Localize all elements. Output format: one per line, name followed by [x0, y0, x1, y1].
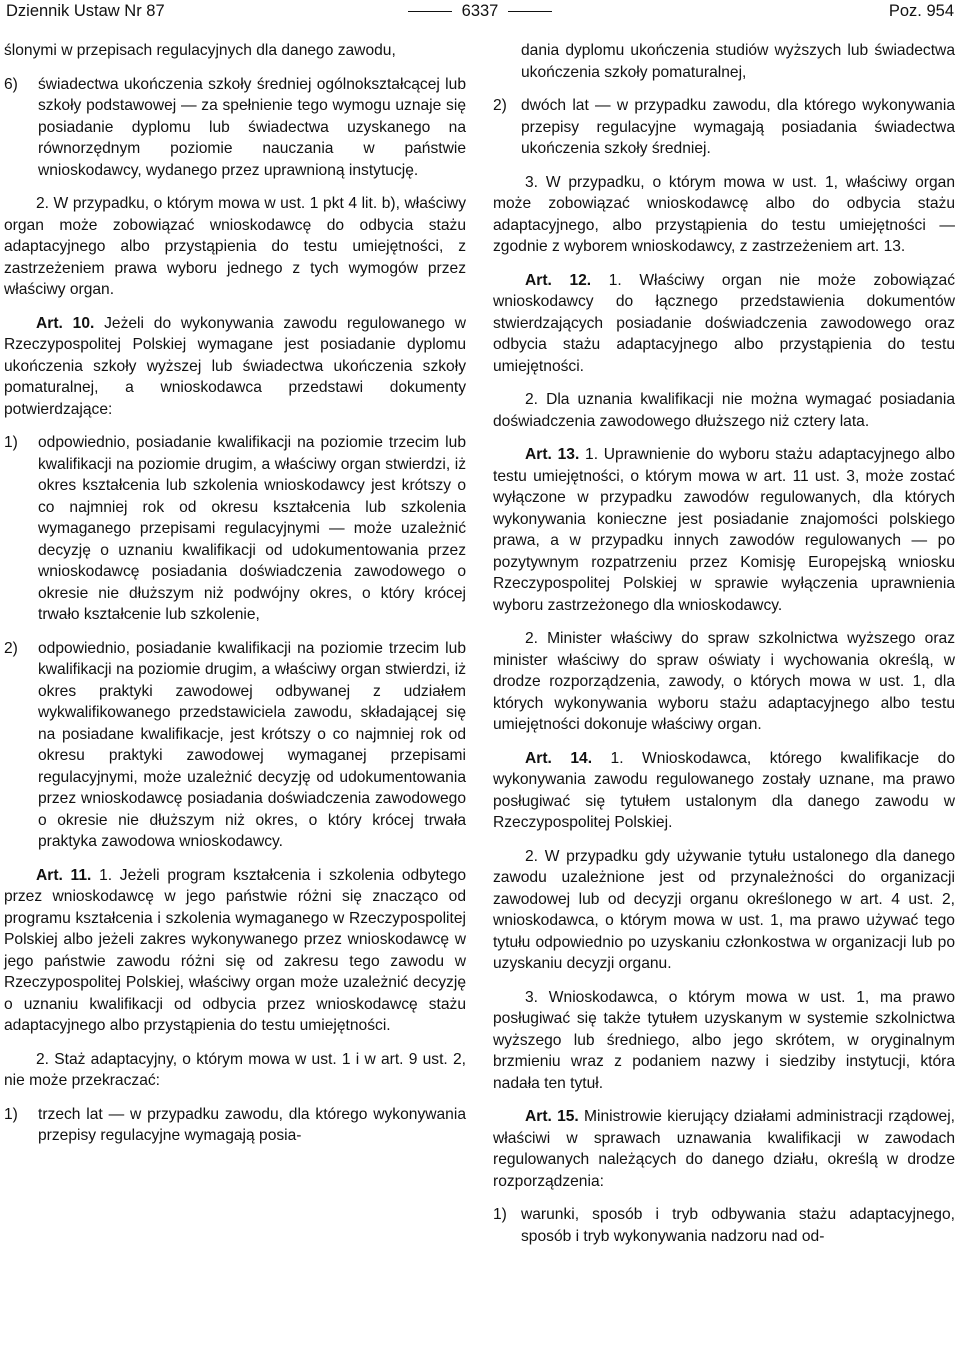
- article-label: Art. 12.: [525, 271, 592, 289]
- article-15: [493, 1106, 955, 1192]
- article-14: [493, 748, 955, 834]
- art10-list-item-2: [4, 638, 466, 853]
- dash-left: [408, 11, 452, 12]
- list-item-number: 1): [4, 1105, 18, 1123]
- article-11-ust-2: 2. Staż adaptacyjny, o którym mowa w ust. 1 i w art. 9 ust. 2, nie może przekraczać:: [4, 1050, 466, 1089]
- article-text: Ministrowie kierujący działami administracji rządowej, właściwi w sprawach uznawania kwalifikacji w zawodach regulowanych należących do danego działu, określą w drodze rozporządzenia:: [493, 1108, 955, 1190]
- article-text: 1. Jeżeli program kształcenia i szkolenia odbytego przez wnioskodawcę w jego państwie różni się znacząco od programu kształcenia i szkolenia wymaganego w Rzeczypospolitej Polskiej albo jeżeli zakres wykonywanego przez wnioskodawcę w jego państwie zawodu różni się od zakresu tego zawodu w Rzeczypospolitej Polskiej, właściwy organ może uzależnić decyzję o uznaniu kwalifikacji od odbycia przez wnioskodawcę stażu adaptacyjnego albo przystąpienia do testu umiejętności.: [4, 866, 466, 1034]
- position-number: Poz. 954: [888, 2, 954, 20]
- article-label: Art. 11.: [36, 866, 92, 884]
- article-12: [493, 270, 955, 378]
- article-text: 1. Uprawnienie do wyboru stażu adaptacyjnego albo testu umiejętności, o którym mowa w art. 11 ust. 3, może zostać wyłączone w przypadku zawodów regulowanych, dla których wykonywania konieczne jest posiadanie znajomości polskiego prawa, a w przypadku innych zawodów regulowanych — po pozytywnym rozpatrzeniu przez Komisję Europejską wniosku Rzeczypospolitej Polskiej w sprawie wyłączenia uprawnienia wyboru zastrzeżonego dla wnioskodawcy.: [493, 446, 955, 614]
- article-text: Jeżeli do wykonywania zawodu regulowanego w Rzeczypospolitej Polskiej wymagane jest posiadanie dyplomu ukończenia szkoły wyższej lub świadectwa ukończenia szkoły pomaturalnej, a wnioskodawca przedstawi dokumenty potwierdzające:: [4, 314, 466, 418]
- page-header: [6, 0, 954, 24]
- article-13: [493, 444, 955, 616]
- article-text: 1. Wnioskodawca, którego kwalifikacje do wykonywania zawodu regulowanego zostały uznane, ma prawo posługiwać się tytułem ustalonym dla danego zawodu w Rzeczypospolitej Polskiej.: [493, 749, 955, 831]
- article-14-ust-3: 3. Wnioskodawca, o którym mowa w ust. 1, ma prawo posługiwać się także tytułem uzyskanym w systemie szkolnictwa wyższego lub średniego, albo jego skrótem, w oryginalnym brzmieniu wraz z podaniem nazwy i siedziby instytucji, która nadała ten tytuł.: [493, 988, 955, 1092]
- list-item-number: 1): [4, 434, 18, 451]
- article-label: Art. 15.: [525, 1108, 579, 1125]
- list-item-6: [4, 74, 466, 182]
- list-item-number: 2): [4, 639, 18, 657]
- article-11: [4, 865, 466, 1037]
- list-item-number: 6): [4, 75, 18, 93]
- article-10: [4, 313, 466, 421]
- list-item-text: odpowiednio, posiadanie kwalifikacji na poziomie trzecim lub kwalifikacji na poziomie drugim, a właściwy organ stwierdzi, iż okres kształcenia lub szkolenia wnioskodawcy jest krótszy o co najmniej rok od okresu kształcenia lub szkolenia wymaganego przepisami regulacyjnymi — może uzależnić decyzję o uznaniu kwalifikacji od udokumentowania przez wnioskodawcę posiadania doświadczenia zawodowego o okresie nie dłuższym niż podwójny okres, o który krócej trwało kształcenie lub szkolenie,: [38, 434, 466, 623]
- list-item-text: dwóch lat — w przypadku zawodu, dla którego wykonywania przepisy regulacyjne wymagają posiadania świadectwa ukończenia szkoły średniej.: [521, 97, 955, 157]
- article-14-ust-2: 2. W przypadku gdy używanie tytułu ustalonego dla danego zawodu uzależnione jest od przynależności do organizacji zawodowej lub od decyzji organu określonego w art. 4 ust. 2, wnioskodawca, o którym mowa w ust. 1, ma prawo używać tego tytułu odpowiednio po uzyskaniu członkostwa w organizacji lub po uzyskaniu decyzji organu.: [493, 847, 955, 972]
- article-12-ust-2: 2. Dla uznania kwalifikacji nie można wymagać posiadania doświadczenia zawodowego dłuższego niż cztery lata.: [493, 391, 955, 430]
- dash-right: [508, 11, 552, 12]
- journal-title: Dziennik Ustaw Nr 87: [6, 2, 165, 20]
- article-13-ust-2: 2. Minister właściwy do spraw szkolnictwa wyższego oraz minister właściwy do spraw oświaty i wychowania określą, w drodze rozporządzenia, zawody, o których mowa w ust. 1, dla których wykonywania wyboru stażu adaptacyjnego albo testu umiejętności dokonuje właściwy organ.: [493, 630, 955, 733]
- list-item-number: 2): [493, 97, 507, 114]
- article-text: 1. Właściwy organ nie może zobowiązać wnioskodawcy do łącznego przedstawienia dokumentów stwierdzających posiadanie doświadczenia zawodowego oraz odbycia stażu adaptacyjnego albo przystąpienia do testu umiejętności.: [493, 271, 955, 375]
- article-11-ust-3: 3. W przypadku, o którym mowa w ust. 1, właściwy organ może zobowiązać wnioskodawcę albo do odbycia stażu adaptacyjnego, albo przystąpienia do testu umiejętności — zgodnie z wyborem wnioskodawcy, z zastrzeżeniem art. 13.: [493, 173, 955, 255]
- art15-list-item-1: [493, 1204, 955, 1247]
- art10-list-item-1: [4, 432, 466, 626]
- right-column: [493, 40, 955, 1259]
- list-item-continuation: dania dyplomu ukończenia studiów wyższych lub świadectwa ukończenia szkoły pomaturalnej,: [521, 42, 955, 81]
- list-item-text: odpowiednio, posiadanie kwalifikacji na poziomie trzecim lub kwalifikacji na poziomie drugim, a właściwy organ stwierdzi, iż okres praktyki zawodowej odbywanej z udziałem wykwalifikowanego przedstawiciela zawodu, składającej się na posiadane kwalifikacje, jest krótszy o co najmniej rok od okresu praktyki zawodowej wymaganej przepisami regulacyjnymi, może uzależnić decyzję od udokumentowania przez wnioskodawcę posiadania doświadczenia zawodowego o okresie nie dłuższym niż okres, o który krócej trwała praktyka zawodowa wnioskodawcy.: [38, 639, 466, 850]
- art11-list-item-1: [4, 1104, 466, 1147]
- left-column: [4, 40, 466, 1159]
- list-item-text: świadectwa ukończenia szkoły średniej ogólnokształcącej lub szkoły podstawowej — za spełnienie tego wymogu uznaje się posiadanie dyplomu lub świadectwa uzyskanego na równorzędnym poziomie nauczania w państwie wnioskodawcy, wydanego przez uprawnioną instytucję.: [38, 75, 466, 179]
- article-label: Art. 13.: [525, 446, 580, 463]
- paragraph-continuation: ślonymi w przepisach regulacyjnych dla danego zawodu,: [4, 42, 396, 59]
- page-number: 6337: [461, 2, 499, 20]
- article-label: Art. 10.: [36, 314, 95, 332]
- article-label: Art. 14.: [525, 749, 593, 767]
- list-item-number: 1): [493, 1206, 507, 1223]
- list-item-text: warunki, sposób i tryb odbywania stażu adaptacyjnego, sposób i tryb wykonywania nadzoru nad od-: [521, 1206, 955, 1245]
- list-item-text: trzech lat — w przypadku zawodu, dla którego wykonywania przepisy regulacyjne wymagają posia-: [38, 1105, 466, 1144]
- paragraph-ust-2: 2. W przypadku, o którym mowa w ust. 1 pkt 4 lit. b), właściwy organ może zobowiązać wnioskodawcę do odbycia stażu adaptacyjnego albo przystąpienia do testu umiejętności, z zastrzeżeniem prawa wyboru jednego z tych wymogów przez właściwy organ.: [4, 195, 466, 298]
- art11-list-item-2: [493, 95, 955, 160]
- page-number-block: [6, 0, 954, 22]
